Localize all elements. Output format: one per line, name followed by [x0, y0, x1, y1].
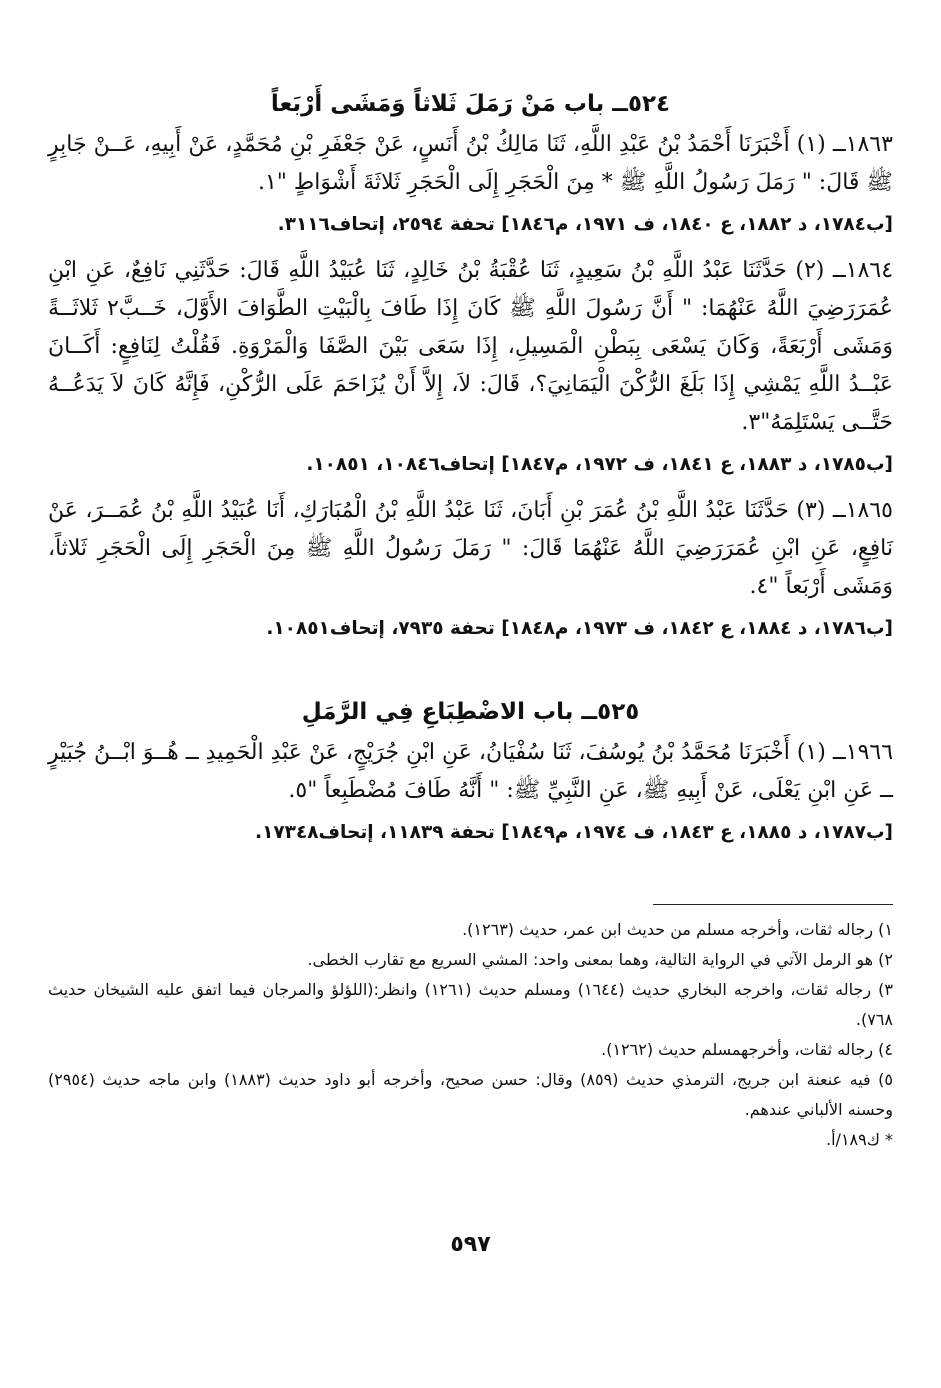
footnote: ٣) رجاله ثقات، واخرجه البخاري حديث (١٦٤٤) ومسلم حديث (١٢٦١) وانظر:(اللؤلؤ والمرجان فيما اتفق عليه الشيخان حديث ٧٦٨). — [48, 980, 893, 1029]
section-heading: ٥٢٤ــ باب مَنْ رَمَلَ ثَلاثاً وَمَشَى أَرْبَعاً — [270, 91, 671, 117]
footnote: ٥) فيه عنعنة ابن جريج، الترمذي حديث (٨٥٩) وقال: حسن صحيح، وأخرجه أبو داود حديث (١٨٨٣) وابن ماجه حديث (٢٩٥٤) وحسنه الألباني عندهم. — [48, 1070, 894, 1119]
footnote-manuscript-note: * ك١٨٩/أ. — [826, 1130, 893, 1149]
hadith-text: ١٨٦٣ــ (١) أَخْبَرَنَا أَحْمَدُ بْنُ عَبْدِ اللَّهِ، ثَنَا مَالِكُ بْنُ أَنَسٍ، عَنْ جَعْفَرِ بْنِ مُحَمَّدٍ، عَنْ أَبِيهِ، عَــنْ جَابِرٍ ﷺ قَالَ: " رَمَلَ رَسُولُ اللَّهِ ﷺ * مِنَ الْحَجَرِ إِلَى الْحَجَرِ ثَلاثَةَ أَشْوَاطٍ "١. — [48, 132, 893, 195]
hadith-reference: [ب١٧٨٧، د ١٨٨٥، ع ١٨٤٣، ف ١٩٧٤، م١٨٤٩] تحفة ١١٨٣٩، إتحاف١٧٣٤٨. — [255, 822, 893, 843]
section-heading: ٥٢٥ــ باب الاضْطِبَاعِ فِي الرَّمَلِ — [301, 699, 640, 725]
hadith-reference: [ب١٧٨٦، د ١٨٨٤، ع ١٨٤٢، ف ١٩٧٣، م١٨٤٨] تحفة ٧٩٣٥، إتحاف١٠٨٥١. — [266, 618, 893, 639]
hadith-reference: [ب١٧٨٥، د ١٨٨٣، ع ١٨٤١، ف ١٩٧٢، م١٨٤٧] إتحاف١٠٨٤٦، ١٠٨٥١. — [306, 454, 893, 475]
footnote-divider — [653, 904, 893, 905]
hadith-text: ١٨٦٥ــ (٣) حَدَّثَنَا عَبْدُ اللَّهِ بْنُ عُمَرَ بْنِ أَبَانَ، ثَنَا عَبْدُ اللَّهِ بْنُ الْمُبَارَكِ، أَنَا عُبَيْدُ اللَّهِ بْنُ عُمَــرَ، عَنْ نَافِعٍ، عَنِ ابْنِ عُمَرَرَضِيَ اللَّهُ عَنْهُمَا قَالَ: " رَمَلَ رَسُولُ اللَّهِ ﷺ مِنَ الْحَجَرِ إِلَى الْحَجَرِ ثَلاثاً، وَمَشَى أَرْبَعاً "٤. — [48, 498, 893, 599]
hadith-reference: [ب١٧٨٤، د ١٨٨٢، ع ١٨٤٠، ف ١٩٧١، م١٨٤٦] تحفة ٢٥٩٤، إتحاف٣١١٦. — [277, 214, 893, 235]
footnote: ١) رجاله ثقات، وأخرجه مسلم من حديث ابن عمر، حديث (١٢٦٣). — [462, 920, 893, 939]
hadith-text: ١٨٦٤ــ (٢) حَدَّثَنَا عَبْدُ اللَّهِ بْنُ سَعِيدٍ، ثَنَا عُقْبَةُ بْنُ خَالِدٍ، ثَنَا عُبَيْدُ اللَّهِ قَالَ: حَدَّثَنِي نَافِعٌ، عَنِ ابْنِ عُمَرَرَضِيَ اللَّهُ عَنْهُمَا: " أَنَّ رَسُولَ اللَّهِ ﷺ كَانَ إِذَا طَافَ بِالْبَيْتِ الطَّوَافَ الأَوَّلَ، خَــبَّ٢ ثَلاثَــةً وَمَشَى أَرْبَعَةً، وَكَانَ يَسْعَى بِبَطْنِ الْمَسِيلِ، إِذَا سَعَى بَيْنَ الصَّفَا وَالْمَرْوَةِ. فَقُلْتُ لِنَافِعٍ: أَكَــانَ عَبْــدُ اللَّهِ يَمْشِي إِذَا بَلَغَ الرُّكْنَ الْيَمَانِيَ؟، قَالَ: لاَ، إِلاَّ أَنْ يُزَاحَمَ عَلَى الرُّكْنِ، فَإِنَّهُ كَانَ لاَ يَدَعُــهُ حَتَّــى يَسْتَلِمَهُ"٣. — [48, 258, 894, 435]
page-number: ٥٩٧ — [450, 1232, 491, 1257]
hadith-text: ١٩٦٦ــ (١) أَخْبَرَنَا مُحَمَّدُ بْنُ يُوسُفَ، ثَنَا سُفْيَانُ، عَنِ ابْنِ جُرَيْجٍ، عَنْ عَبْدِ الْحَمِيدِ ــ هُــوَ ابْــنُ جُبَيْرٍ ــ عَنِ ابْنِ يَعْلَى، عَنْ أَبِيهِ ﷺ، عَنِ النَّبِيِّ ﷺ: " أَنَّهُ طَافَ مُضْطَبِعاً "٥. — [48, 740, 894, 803]
footnote: ٢) هو الرمل الآتي في الرواية التالية، وهما بمعنى واحد: المشي السريع مع تقارب الخطى. — [307, 950, 893, 969]
footnote: ٤) رجاله ثقات، وأخرجهمسلم حديث (١٢٦٢). — [601, 1040, 893, 1059]
